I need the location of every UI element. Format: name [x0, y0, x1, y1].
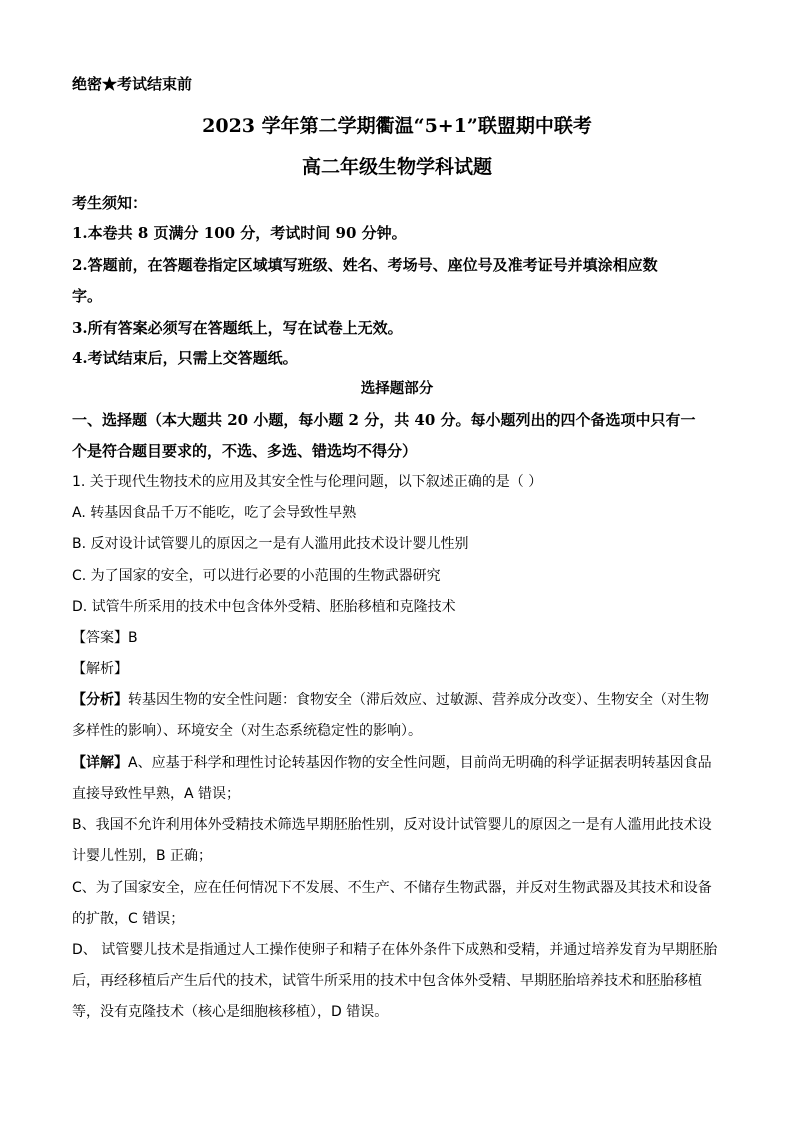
explain-b-line1: B、我国不允许利用体外受精技术筛选早期胚胎性别，反对设计试管婴儿的原因之一是有人滥用此技术设	[72, 817, 712, 833]
notice-item-2: 2.答题前，在答题卷指定区域填写班级、姓名、考场号、座位号及准考证号并填涂相应数	[72, 256, 658, 274]
explain-d-line2: 后，再经移植后产生后代的技术，试管牛所采用的技术中包含体外受精、早期胚胎培养技术和胚胎移植	[72, 973, 702, 989]
answer-line: 【答案】B	[72, 630, 138, 646]
option-b: B. 反对设计试管婴儿的原因之一是有人滥用此技术设计婴儿性别	[72, 536, 469, 552]
fenxi-text: 转基因生物的安全性问题：食物安全（滞后效应、过敏源、营养成分改变）、生物安全（对生物	[128, 692, 709, 708]
explain-c-line2: 的扩散，C 错误；	[72, 911, 185, 927]
option-d: D. 试管牛所采用的技术中包含体外受精、胚胎移植和克隆技术	[72, 599, 456, 615]
explain-d-line3: 等，没有克隆技术（核心是细胞核移植），D 错误。	[72, 1004, 389, 1020]
exam-subtitle: 高二年级生物学科试题	[301, 156, 492, 178]
fenxi-line1	[72, 690, 709, 710]
notice-item-4: 4.考试结束后，只需上交答题纸。	[72, 349, 298, 367]
fenxi-tag: 【分析】	[72, 692, 128, 708]
question-stem: 1. 关于现代生物技术的应用及其安全性与伦理问题，以下叙述正确的是（ ）	[72, 474, 543, 490]
confidential-label: 绝密★考试结束前	[72, 75, 193, 93]
xiangjie-line1	[72, 753, 712, 773]
explain-d-line1: D、 试管婴儿技术是指通过人工操作使卵子和精子在体外条件下成熟和受精，并通过培养发育为早期胚胎	[72, 942, 718, 958]
notice-item-2-cont: 字。	[72, 287, 103, 305]
exam-title: 2023 学年第二学期衢温“5+1”联盟期中联考	[202, 115, 592, 137]
notice-item-3: 3.所有答案必须写在答题纸上，写在试卷上无效。	[72, 319, 403, 337]
notice-heading: 考生须知：	[72, 194, 148, 212]
xiangjie-tag: 【详解】	[72, 755, 128, 771]
section-title: 选择题部分	[360, 380, 434, 397]
section-intro-line1: 一、选择题（本大题共 20 小题，每小题 2 分，共 40 分。每小题列出的四个备选项中只有一	[72, 411, 696, 429]
explain-c-line1: C、为了国家安全，应在任何情况下不发展、不生产、不储存生物武器，并反对生物武器及其技术和设备	[72, 880, 712, 896]
option-a: A. 转基因食品千万不能吃，吃了会导致性早熟	[72, 505, 357, 521]
xiangjie-line2: 直接导致性早熟，A 错误；	[72, 786, 241, 802]
section-intro-line2: 个是符合题目要求的，不选、多选、错选均不得分）	[72, 442, 418, 460]
xiangjie-text: A、应基于科学和理性讨论转基因作物的安全性问题，目前尚无明确的科学证据表明转基因食品	[128, 755, 712, 771]
fenxi-line2: 多样性的影响）、环境安全（对生态系统稳定性的影响）。	[72, 723, 422, 739]
explain-b-line2: 计婴儿性别，B 正确；	[72, 848, 213, 864]
notice-item-1: 1.本卷共 8 页满分 100 分，考试时间 90 分钟。	[72, 224, 407, 242]
option-c: C. 为了国家的安全，可以进行必要的小范围的生物武器研究	[72, 568, 441, 584]
analysis-label: 【解析】	[72, 661, 128, 677]
